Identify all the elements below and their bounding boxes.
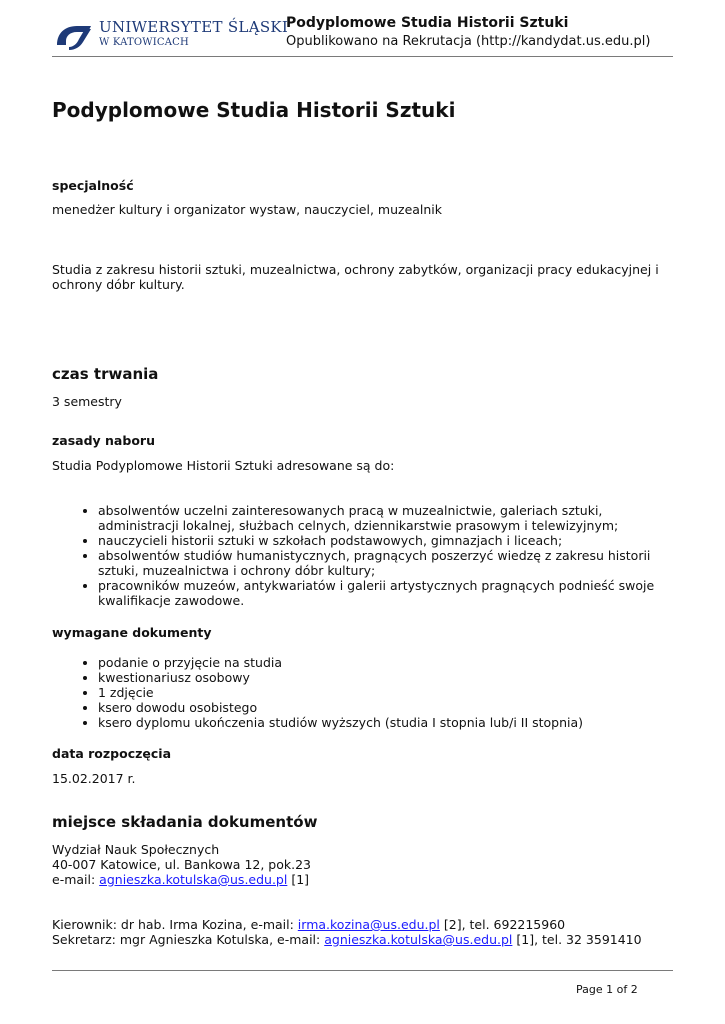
list-item: • pracowników muzeów, antykwariatów i galerii artystycznych pragnących podnieść swoje kwalifikacje zawodowe. [98, 578, 676, 608]
header-divider [52, 56, 673, 57]
submission-email-line [52, 872, 674, 887]
program-head-email-link[interactable]: irma.kozina@us.edu.pl [297, 917, 440, 932]
admission-intro: Studia Podyplomowe Historii Sztuki adresowane są do: [52, 458, 395, 473]
page-title: Podyplomowe Studia Historii Sztuki [52, 98, 456, 122]
university-emblem-icon [55, 21, 93, 51]
list-item: • absolwentów studiów humanistycznych, pragnących poszerzyć wiedzę z zakresu historii sztuki, muzealnictwa i ochrony dóbr kultury; [98, 548, 676, 578]
secretary-text: Sekretarz: mgr Agnieszka Kotulska, e-mail: [52, 932, 325, 947]
footer-divider [52, 970, 673, 971]
submission-email-link[interactable]: agnieszka.kotulska@us.edu.pl [99, 872, 288, 887]
list-item: • ksero dowodu osobistego [98, 700, 676, 715]
reference-marker: [1] [287, 872, 310, 887]
street-address: 40-007 Katowice, ul. Bankowa 12, pok.23 [52, 857, 311, 872]
university-logo [55, 18, 289, 52]
documents-heading: wymagane dokumenty [52, 625, 212, 640]
program-head-phone: [2], tel. 692215960 [439, 917, 566, 932]
start-date-heading: data rozpoczęcia [52, 746, 172, 761]
list-item: • nauczycieli historii sztuki w szkołach podstawowych, gimnazjach i liceach; [98, 533, 676, 548]
faculty-name: Wydział Nauk Społecznych [52, 842, 220, 857]
duration-value: 3 semestry [52, 394, 122, 409]
admission-list [52, 503, 676, 608]
submission-address [52, 842, 674, 887]
program-description: Studia z zakresu historii sztuki, muzealnictwa, ochrony zabytków, organizacji pracy edukacyjnej i ochrony dóbr kultury. [52, 262, 659, 292]
specialization-value: menedżer kultury i organizator wystaw, nauczyciel, muzealnik [52, 202, 443, 217]
logo-subtitle: W KATOWICACH [99, 37, 189, 48]
program-head-line [52, 917, 674, 932]
admission-heading: zasady naboru [52, 433, 155, 448]
list-item: • podanie o przyjęcie na studia [98, 655, 676, 670]
start-date-value: 15.02.2017 r. [52, 771, 136, 786]
specialization-heading: specjalność [52, 178, 134, 193]
secretary-email-link[interactable]: agnieszka.kotulska@us.edu.pl [324, 932, 513, 947]
list-item: • absolwentów uczelni zainteresowanych pracą w muzealnictwie, galeriach sztuki, administracji lokalnej, służbach celnych, dziennikarstwie prasowym i telewizyjnym; [98, 503, 676, 533]
documents-list [52, 655, 676, 730]
list-item: • ksero dyplomu ukończenia studiów wyższych (studia I stopnia lub/i II stopnia) [98, 715, 676, 730]
header-title: Podyplomowe Studia Historii Sztuki [286, 15, 569, 31]
header-source: Opublikowano na Rekrutacja (http://kandydat.us.edu.pl) [286, 34, 651, 49]
duration-heading: czas trwania [52, 365, 159, 383]
secretary-phone: [1], tel. 32 3591410 [512, 932, 642, 947]
submission-heading: miejsce składania dokumentów [52, 813, 318, 831]
contacts-block [52, 917, 674, 947]
secretary-line [52, 932, 674, 947]
email-label: e-mail: [52, 872, 100, 887]
page-number: Page 1 of 2 [576, 983, 638, 996]
program-head-text: Kierownik: dr hab. Irma Kozina, e-mail: [52, 917, 298, 932]
list-item: • 1 zdjęcie [98, 685, 676, 700]
list-item: • kwestionariusz osobowy [98, 670, 676, 685]
logo-wordmark: UNIWERSYTET ŚLĄSKI [99, 18, 289, 36]
